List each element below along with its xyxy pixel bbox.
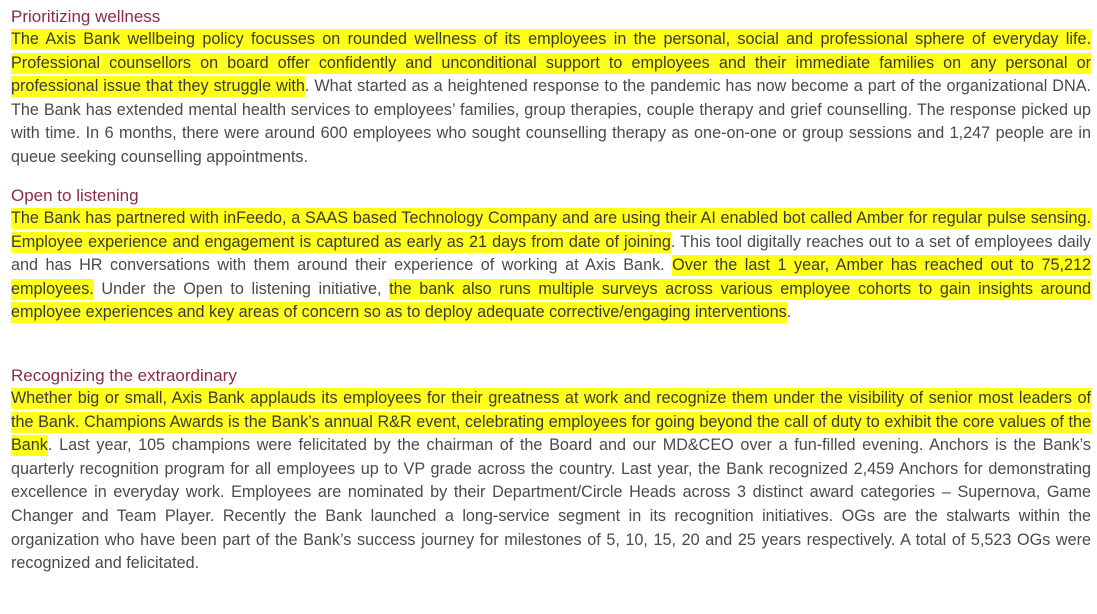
section-paragraph (11, 387, 1091, 576)
highlighted-text: The Bank has partnered with inFeedo, a SAAS based Technology Company and are using their AI enabled bot called Amber for regular pulse sensing. Employee experience and engagement is captured as early as 21 days from date of joining (11, 209, 1091, 251)
section-heading: Recognizing the extraordinary (11, 366, 237, 385)
section-open-to-listening (11, 185, 1091, 325)
section-recognizing-the-extraordinary (11, 365, 1091, 576)
body-text: . This tool digitally reaches out to a set of employees daily and has HR conversations with them around their experience of working at Axis Bank. (11, 232, 1091, 275)
body-text: Under the Open to listening initiative, (93, 279, 390, 298)
body-text: . What started as a heightened response to the pandemic has now become a part of the organizational DNA. The Bank has extended mental health services to employees’ families, group therapies, couple therapy and grief counselling. The response picked up with time. In 6 months, there were around 600 employees who sought counselling therapy as one-on-one or group sessions and 1,247 people are in queue seeking counselling appointments. (11, 77, 1091, 166)
highlighted-text: Whether big or small, Axis Bank applauds its employees for their greatness at work and recognize them under the visibility of senior most leaders of the Bank. Champions Awards is the Bank’s annual R&R event, celebrating employees for going beyond the call of duty to exhibit the core values of the Bank (11, 389, 1091, 455)
body-text: . (786, 303, 792, 322)
section-paragraph (11, 207, 1091, 325)
highlighted-text: the bank also runs multiple surveys across various employee cohorts to gain insights around employee experiences and key areas of concern so as to deploy adequate corrective/engaging interventions (11, 279, 1091, 322)
highlighted-text: The Axis Bank wellbeing policy focusses on rounded wellness of its employees in the personal, social and professional sphere of everyday life. Professional counsellors on board offer confidently and unconditional support to employees and their immediate families on any personal or professional issue that they struggle with (11, 30, 1091, 96)
section-heading: Open to listening (11, 186, 139, 205)
section-heading: Prioritizing wellness (11, 7, 161, 26)
section-prioritizing-wellness (11, 6, 1091, 170)
section-paragraph (11, 28, 1091, 170)
highlighted-text: Over the last 1 year, Amber has reached out to 75,212 employees. (11, 256, 1091, 298)
body-text: . Last year, 105 champions were felicitated by the chairman of the Board and our MD&CEO over a fun-filled evening. Anchors is the Bank’s quarterly recognition program for all employees up to VP grade across the country. Last year, the Bank recognized 2,459 Anchors for demonstrating excellence in everyday work. Employees are nominated by their Department/Circle Heads across 3 distinct award categories – Supernova, Game Changer and Team Player. Recently the Bank launched a long-service segment in its recognition initiatives. OGs are the stalwarts within the organization who have been part of the Bank’s success journey for milestones of 5, 10, 15, 20 and 25 years respectively. A total of 5,523 OGs were recognized and felicitated. (11, 436, 1091, 573)
